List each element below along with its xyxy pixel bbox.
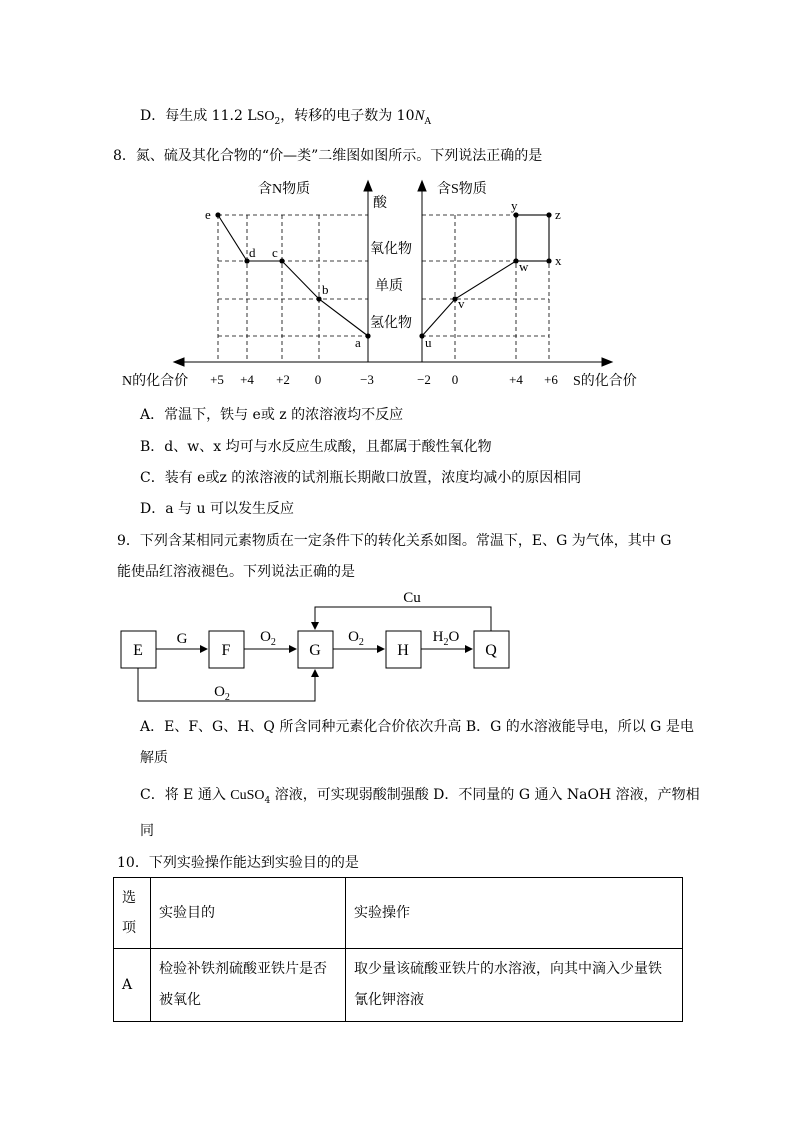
svg-text:+5: +5: [210, 372, 224, 387]
point-x: [546, 258, 551, 263]
label-a: a: [355, 335, 361, 350]
q9-stem-line2: 能使品红溶液褪色。下列说法正确的是: [117, 564, 355, 580]
header-option: 选项: [114, 878, 151, 949]
label-x: x: [555, 253, 562, 268]
q10-stem: 10．下列实验操作能达到实验目的的是: [117, 855, 359, 871]
label-e: e: [205, 207, 211, 222]
svg-text:+2: +2: [276, 372, 290, 387]
n-axis-arrow: [174, 358, 184, 366]
label-y: y: [511, 198, 518, 213]
s-axis-arrow: [602, 358, 612, 366]
category-element: 单质: [375, 279, 403, 294]
q9-option-d-cont: 同: [140, 823, 154, 839]
left-vertical-arrow: [364, 181, 372, 191]
point-c: [279, 258, 284, 263]
box-h-label: H: [397, 642, 409, 659]
label-e-f: G: [176, 631, 188, 647]
category-hydride: 氢化物: [370, 316, 412, 331]
q8-option-d: D．a 与 u 可以发生反应: [140, 501, 294, 517]
svg-text:O2: $O_2$: [260, 629, 276, 648]
q7-option-d: D．每生成 11.2 $LSO_2$，转移的电子数为 $10N_A$: [140, 108, 432, 127]
q9-option-c-d: C．将 E 通入 CuSO$_4$ 溶液，可实现弱酸制强酸 D．不同量的 G 通入 NaOH 溶液，产物相: [140, 787, 700, 806]
q8-option-a: A．常温下，铁与 e或 z 的浓溶液均不反应: [140, 407, 404, 423]
q9-option-a-b: A．E、F、G、H、Q 所含同种元素化合价依次升高 B．G 的水溶液能导电，所以 G 是电: [140, 719, 694, 735]
tick-labels: [210, 372, 558, 387]
cell-purpose: 检验补铁剂硫酸亚铁片是否被氧化: [151, 949, 346, 1022]
box-g-label: G: [309, 642, 321, 659]
grid-right: [422, 215, 549, 362]
point-e: [215, 212, 220, 217]
axes: [174, 181, 612, 366]
q9-stem-line1: 9．下列含某相同元素物质在一定条件下的转化关系如图。常温下，E、G 为气体，其中 G: [117, 533, 672, 549]
svg-text:O2: $O_2$: [348, 629, 364, 648]
arrow-q-g: [315, 607, 491, 631]
svg-text:0: 0: [314, 372, 322, 387]
svg-text:−2: −2: [417, 372, 431, 387]
svg-text:−3: −3: [360, 372, 374, 387]
point-v: [452, 296, 457, 301]
svg-text:H2O: $H_2O$: [432, 629, 460, 648]
point-w: [513, 258, 518, 263]
cell-operation: 取少量该硫酸亚铁片的水溶液，向其中滴入少量铁氰化钾溶液: [346, 949, 683, 1022]
category-acid: 酸: [373, 196, 387, 211]
table-header-row: [114, 878, 683, 949]
point-y: [513, 212, 518, 217]
label-v: v: [458, 296, 465, 311]
header-purpose: 实验目的: [151, 878, 346, 949]
q8-option-c: C．装有 e或z 的浓溶液的试剂瓶长期敞口放置，浓度均减小的原因相同: [140, 470, 582, 486]
box-f-label: F: [221, 642, 231, 659]
s-axis-label: S的化合价: [573, 374, 637, 389]
q9-option-b-cont: 解质: [140, 750, 168, 766]
table-row: [114, 949, 683, 1022]
svg-text:+4: +4: [509, 372, 523, 387]
right-title: 含S物质: [437, 182, 487, 197]
label-d: d: [249, 245, 256, 260]
svg-text:0: 0: [451, 372, 459, 387]
label-z: z: [555, 207, 561, 222]
label-w: w: [519, 259, 529, 274]
svg-text:+6: +6: [544, 372, 558, 387]
q8-valence-class-diagram: [110, 170, 650, 395]
label-c: c: [272, 245, 278, 260]
q8-option-b: B．d、w、x 均可与水反应生成酸，且都属于酸性氧化物: [140, 439, 492, 455]
grid-left: [218, 215, 368, 362]
q8-stem: 8．氮、硫及其化合物的“价—类”二维图如图所示。下列说法正确的是: [113, 148, 543, 164]
label-q-g: Cu: [403, 590, 421, 606]
header-operation: 实验操作: [346, 878, 683, 949]
point-b: [316, 296, 321, 301]
svg-text:O2: $O_2$: [214, 684, 230, 703]
cell-option: A: [114, 949, 151, 1022]
svg-text:+4: +4: [240, 372, 254, 387]
label-b: b: [322, 282, 329, 297]
point-z: [546, 212, 551, 217]
q10-table: [113, 877, 683, 1022]
left-title: 含N物质: [258, 182, 311, 197]
point-a: [365, 333, 370, 338]
category-oxide: 氧化物: [370, 242, 412, 257]
label-u: u: [425, 335, 432, 350]
right-vertical-arrow: [418, 181, 426, 191]
box-e-label: E: [133, 642, 143, 659]
point-u: [419, 333, 424, 338]
n-axis-label: N的化合价: [122, 374, 189, 389]
box-q-label: Q: [485, 642, 497, 659]
q9-conversion-diagram: [115, 585, 515, 710]
